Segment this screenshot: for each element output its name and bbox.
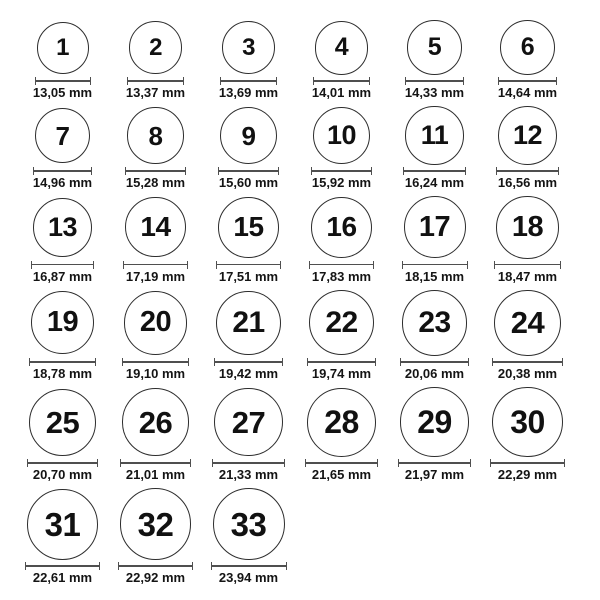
- ring-circle: [309, 290, 374, 355]
- ring-size-cell: [388, 196, 481, 284]
- ring-size-cell: [109, 20, 202, 100]
- circle-box: [315, 20, 369, 75]
- diameter-label: 14,01 mm: [311, 85, 372, 101]
- ring-size-number: 28: [324, 404, 359, 441]
- diameter-bracket: [125, 167, 185, 175]
- circle-box: [496, 196, 559, 259]
- diameter-bracket: [120, 459, 192, 467]
- ring-size-cell: [202, 488, 295, 585]
- ring-size-cell: [202, 20, 295, 100]
- ring-size-cell: [16, 196, 109, 284]
- diameter-bracket: [25, 562, 100, 570]
- ring-size-cell: [295, 20, 388, 100]
- ring-size-cell: [16, 290, 109, 381]
- ring-size-number: 5: [427, 33, 442, 62]
- ring-size-number: 24: [510, 305, 545, 341]
- diameter-bracket: [490, 459, 564, 467]
- diameter-bracket: [398, 459, 472, 467]
- diameter-label: 15,60 mm: [218, 175, 279, 190]
- diameter-label: 21,33 mm: [218, 467, 279, 483]
- ring-size-number: 17: [418, 210, 451, 243]
- ring-circle: [213, 488, 285, 560]
- diameter-label: 13,05 mm: [32, 85, 93, 101]
- diameter-label: 18,78 mm: [32, 366, 93, 381]
- ring-circle: [120, 488, 191, 559]
- ring-size-number: 12: [512, 120, 543, 151]
- diameter-bracket: [494, 261, 561, 269]
- ring-circle: [315, 21, 369, 75]
- circle-box: [27, 488, 98, 560]
- ring-size-cell: [109, 196, 202, 284]
- ring-size-number: 9: [241, 120, 256, 151]
- ring-size-number: 1: [56, 33, 69, 61]
- diameter-label: 21,01 mm: [125, 467, 186, 483]
- diameter-bracket: [33, 167, 93, 175]
- ring-size-number: 32: [137, 505, 174, 543]
- diameter-bracket: [496, 167, 559, 175]
- diameter-label: 16,56 mm: [497, 175, 558, 190]
- ring-size-number: 7: [55, 120, 70, 151]
- ring-size-cell: [388, 106, 481, 190]
- ring-size-number: 2: [149, 33, 162, 61]
- ring-size-cell: [109, 387, 202, 482]
- ring-circle: [218, 197, 279, 258]
- diameter-label: 20,06 mm: [404, 366, 465, 381]
- diameter-label: 17,51 mm: [218, 268, 279, 284]
- diameter-label: 22,61 mm: [32, 570, 93, 586]
- ring-size-cell: [109, 290, 202, 381]
- circle-box: [127, 106, 183, 165]
- size-row-2: [16, 106, 600, 190]
- diameter-bracket: [122, 358, 190, 366]
- ring-size-cell: [16, 20, 109, 100]
- diameter-label: 14,96 mm: [32, 175, 93, 190]
- diameter-bracket: [35, 77, 91, 85]
- size-row-5: [16, 387, 600, 482]
- ring-size-cell: [481, 196, 574, 284]
- diameter-label: 21,97 mm: [404, 467, 465, 483]
- diameter-label: 18,15 mm: [404, 268, 465, 284]
- ring-size-number: 11: [420, 120, 449, 151]
- ring-circle: [214, 388, 282, 456]
- ring-size-number: 26: [138, 404, 173, 440]
- diameter-label: 15,28 mm: [125, 175, 186, 190]
- ring-size-cell: [481, 290, 574, 381]
- ring-size-number: 16: [326, 211, 357, 243]
- circle-box: [307, 387, 376, 457]
- diameter-bracket: [29, 358, 96, 366]
- ring-circle: [27, 489, 98, 560]
- ring-size-number: 6: [520, 33, 535, 62]
- circle-box: [494, 290, 560, 356]
- diameter-bracket: [27, 459, 98, 467]
- diameter-bracket: [118, 562, 193, 570]
- ring-size-cell: [202, 290, 295, 381]
- ring-size-cell: [481, 106, 574, 190]
- circle-box: [220, 106, 277, 165]
- diameter-label: 23,94 mm: [218, 570, 279, 586]
- diameter-label: 13,69 mm: [218, 85, 279, 101]
- ring-circle: [124, 291, 188, 355]
- diameter-bracket: [405, 77, 464, 85]
- ring-size-number: 18: [511, 210, 544, 243]
- diameter-label: 19,10 mm: [125, 366, 186, 381]
- ring-size-cell: [295, 290, 388, 381]
- diameter-bracket: [123, 261, 187, 269]
- circle-box: [407, 20, 462, 75]
- ring-size-cell: [16, 387, 109, 482]
- ring-size-number: 8: [148, 120, 163, 151]
- circle-box: [222, 20, 275, 75]
- ring-size-cell: [388, 20, 481, 100]
- ring-size-number: 19: [46, 306, 79, 339]
- diameter-bracket: [400, 358, 470, 366]
- circle-box: [404, 196, 466, 259]
- diameter-label: 20,70 mm: [32, 467, 93, 483]
- ring-circle: [404, 196, 466, 258]
- circle-box: [122, 387, 190, 457]
- diameter-label: 22,92 mm: [125, 570, 186, 586]
- size-row-4: [16, 290, 600, 381]
- ring-circle: [33, 198, 93, 258]
- ring-circle: [127, 107, 183, 163]
- circle-box: [311, 196, 372, 259]
- ring-size-number: 29: [417, 404, 452, 441]
- ring-circle: [222, 21, 275, 74]
- ring-size-cell: [388, 290, 481, 381]
- diameter-bracket: [127, 77, 184, 85]
- ring-size-number: 20: [139, 306, 172, 339]
- ring-size-cell: [295, 387, 388, 482]
- size-row-3: [16, 196, 600, 284]
- circle-box: [124, 290, 188, 356]
- circle-box: [405, 106, 463, 165]
- diameter-bracket: [307, 358, 376, 366]
- circle-box: [35, 106, 91, 165]
- circle-box: [218, 196, 279, 259]
- ring-size-number: 3: [242, 33, 255, 61]
- ring-circle: [29, 389, 96, 456]
- ring-size-number: 4: [334, 33, 349, 62]
- ring-circle: [307, 388, 376, 457]
- ring-size-cell: [109, 106, 202, 190]
- diameter-label: 14,64 mm: [497, 85, 558, 101]
- circle-box: [402, 290, 468, 356]
- ring-circle: [129, 21, 182, 74]
- diameter-label: 16,24 mm: [404, 175, 465, 190]
- circle-box: [214, 387, 282, 457]
- ring-size-cell: [481, 20, 574, 100]
- diameter-label: 13,37 mm: [125, 85, 186, 101]
- circle-box: [492, 387, 562, 457]
- ring-size-cell: [202, 196, 295, 284]
- diameter-label: 18,47 mm: [497, 268, 558, 284]
- diameter-bracket: [402, 261, 468, 269]
- circle-box: [498, 106, 557, 165]
- ring-circle: [500, 20, 555, 75]
- circle-box: [313, 106, 371, 165]
- ring-circle: [400, 387, 470, 457]
- ring-size-cell: [16, 488, 109, 585]
- ring-size-cell: [202, 387, 295, 482]
- circle-box: [29, 387, 96, 457]
- diameter-bracket: [214, 358, 283, 366]
- circle-box: [309, 290, 374, 356]
- ring-circle: [122, 388, 190, 456]
- ring-size-number: 14: [140, 211, 171, 243]
- diameter-bracket: [220, 77, 277, 85]
- diameter-label: 21,65 mm: [311, 467, 372, 483]
- circle-box: [400, 387, 470, 457]
- size-row-6: [16, 488, 600, 585]
- ring-size-number: 22: [325, 305, 358, 339]
- diameter-label: 19,74 mm: [311, 366, 372, 381]
- size-row-1: [16, 20, 600, 100]
- diameter-bracket: [311, 167, 373, 175]
- ring-circle: [402, 290, 468, 356]
- ring-circle: [492, 387, 562, 457]
- diameter-bracket: [309, 261, 374, 269]
- diameter-label: 19,42 mm: [218, 366, 279, 381]
- circle-box: [31, 290, 94, 356]
- ring-size-number: 27: [231, 404, 266, 440]
- diameter-label: 22,29 mm: [497, 467, 558, 483]
- ring-size-cell: [388, 387, 481, 482]
- diameter-bracket: [212, 459, 284, 467]
- circle-box: [213, 488, 285, 560]
- diameter-bracket: [492, 358, 562, 366]
- ring-size-cell: [295, 196, 388, 284]
- circle-box: [216, 290, 281, 356]
- ring-circle: [35, 108, 91, 164]
- ring-circle: [494, 290, 560, 356]
- ring-size-number: 10: [326, 120, 357, 151]
- diameter-bracket: [216, 261, 281, 269]
- diameter-label: 15,92 mm: [311, 175, 372, 190]
- ring-circle: [313, 107, 371, 165]
- circle-box: [37, 20, 89, 75]
- circle-box: [120, 488, 191, 560]
- ring-circle: [496, 196, 559, 259]
- diameter-label: 16,87 mm: [32, 268, 93, 284]
- ring-size-number: 33: [230, 505, 267, 543]
- ring-circle: [405, 106, 463, 164]
- ring-size-number: 13: [47, 211, 78, 242]
- ring-size-number: 25: [45, 404, 80, 440]
- circle-box: [33, 196, 93, 259]
- ring-circle: [125, 197, 185, 257]
- ring-size-cell: [202, 106, 295, 190]
- ring-size-number: 21: [232, 305, 265, 339]
- ring-circle: [498, 106, 557, 165]
- ring-size-cell: [481, 387, 574, 482]
- diameter-bracket: [218, 167, 279, 175]
- ring-size-number: 23: [418, 305, 451, 339]
- ring-size-cell: [109, 488, 202, 585]
- diameter-label: 20,38 mm: [497, 366, 558, 381]
- diameter-bracket: [403, 167, 465, 175]
- ring-size-cell: [295, 106, 388, 190]
- diameter-bracket: [31, 261, 95, 269]
- ring-size-cell: [16, 106, 109, 190]
- circle-box: [125, 196, 185, 259]
- circle-box: [500, 20, 555, 75]
- diameter-bracket: [305, 459, 378, 467]
- ring-circle: [216, 291, 281, 356]
- diameter-label: 17,19 mm: [125, 268, 186, 284]
- diameter-bracket: [498, 77, 557, 85]
- ring-circle: [31, 291, 94, 354]
- circle-box: [129, 20, 182, 75]
- diameter-label: 14,33 mm: [404, 85, 465, 101]
- diameter-bracket: [313, 77, 371, 85]
- ring-circle: [37, 22, 89, 74]
- diameter-bracket: [211, 562, 287, 570]
- ring-size-number: 15: [233, 211, 264, 243]
- ring-circle: [220, 107, 277, 164]
- diameter-label: 17,83 mm: [311, 268, 372, 284]
- ring-circle: [407, 20, 462, 75]
- ring-size-number: 30: [510, 404, 545, 441]
- ring-circle: [311, 197, 372, 258]
- ring-size-number: 31: [44, 505, 81, 543]
